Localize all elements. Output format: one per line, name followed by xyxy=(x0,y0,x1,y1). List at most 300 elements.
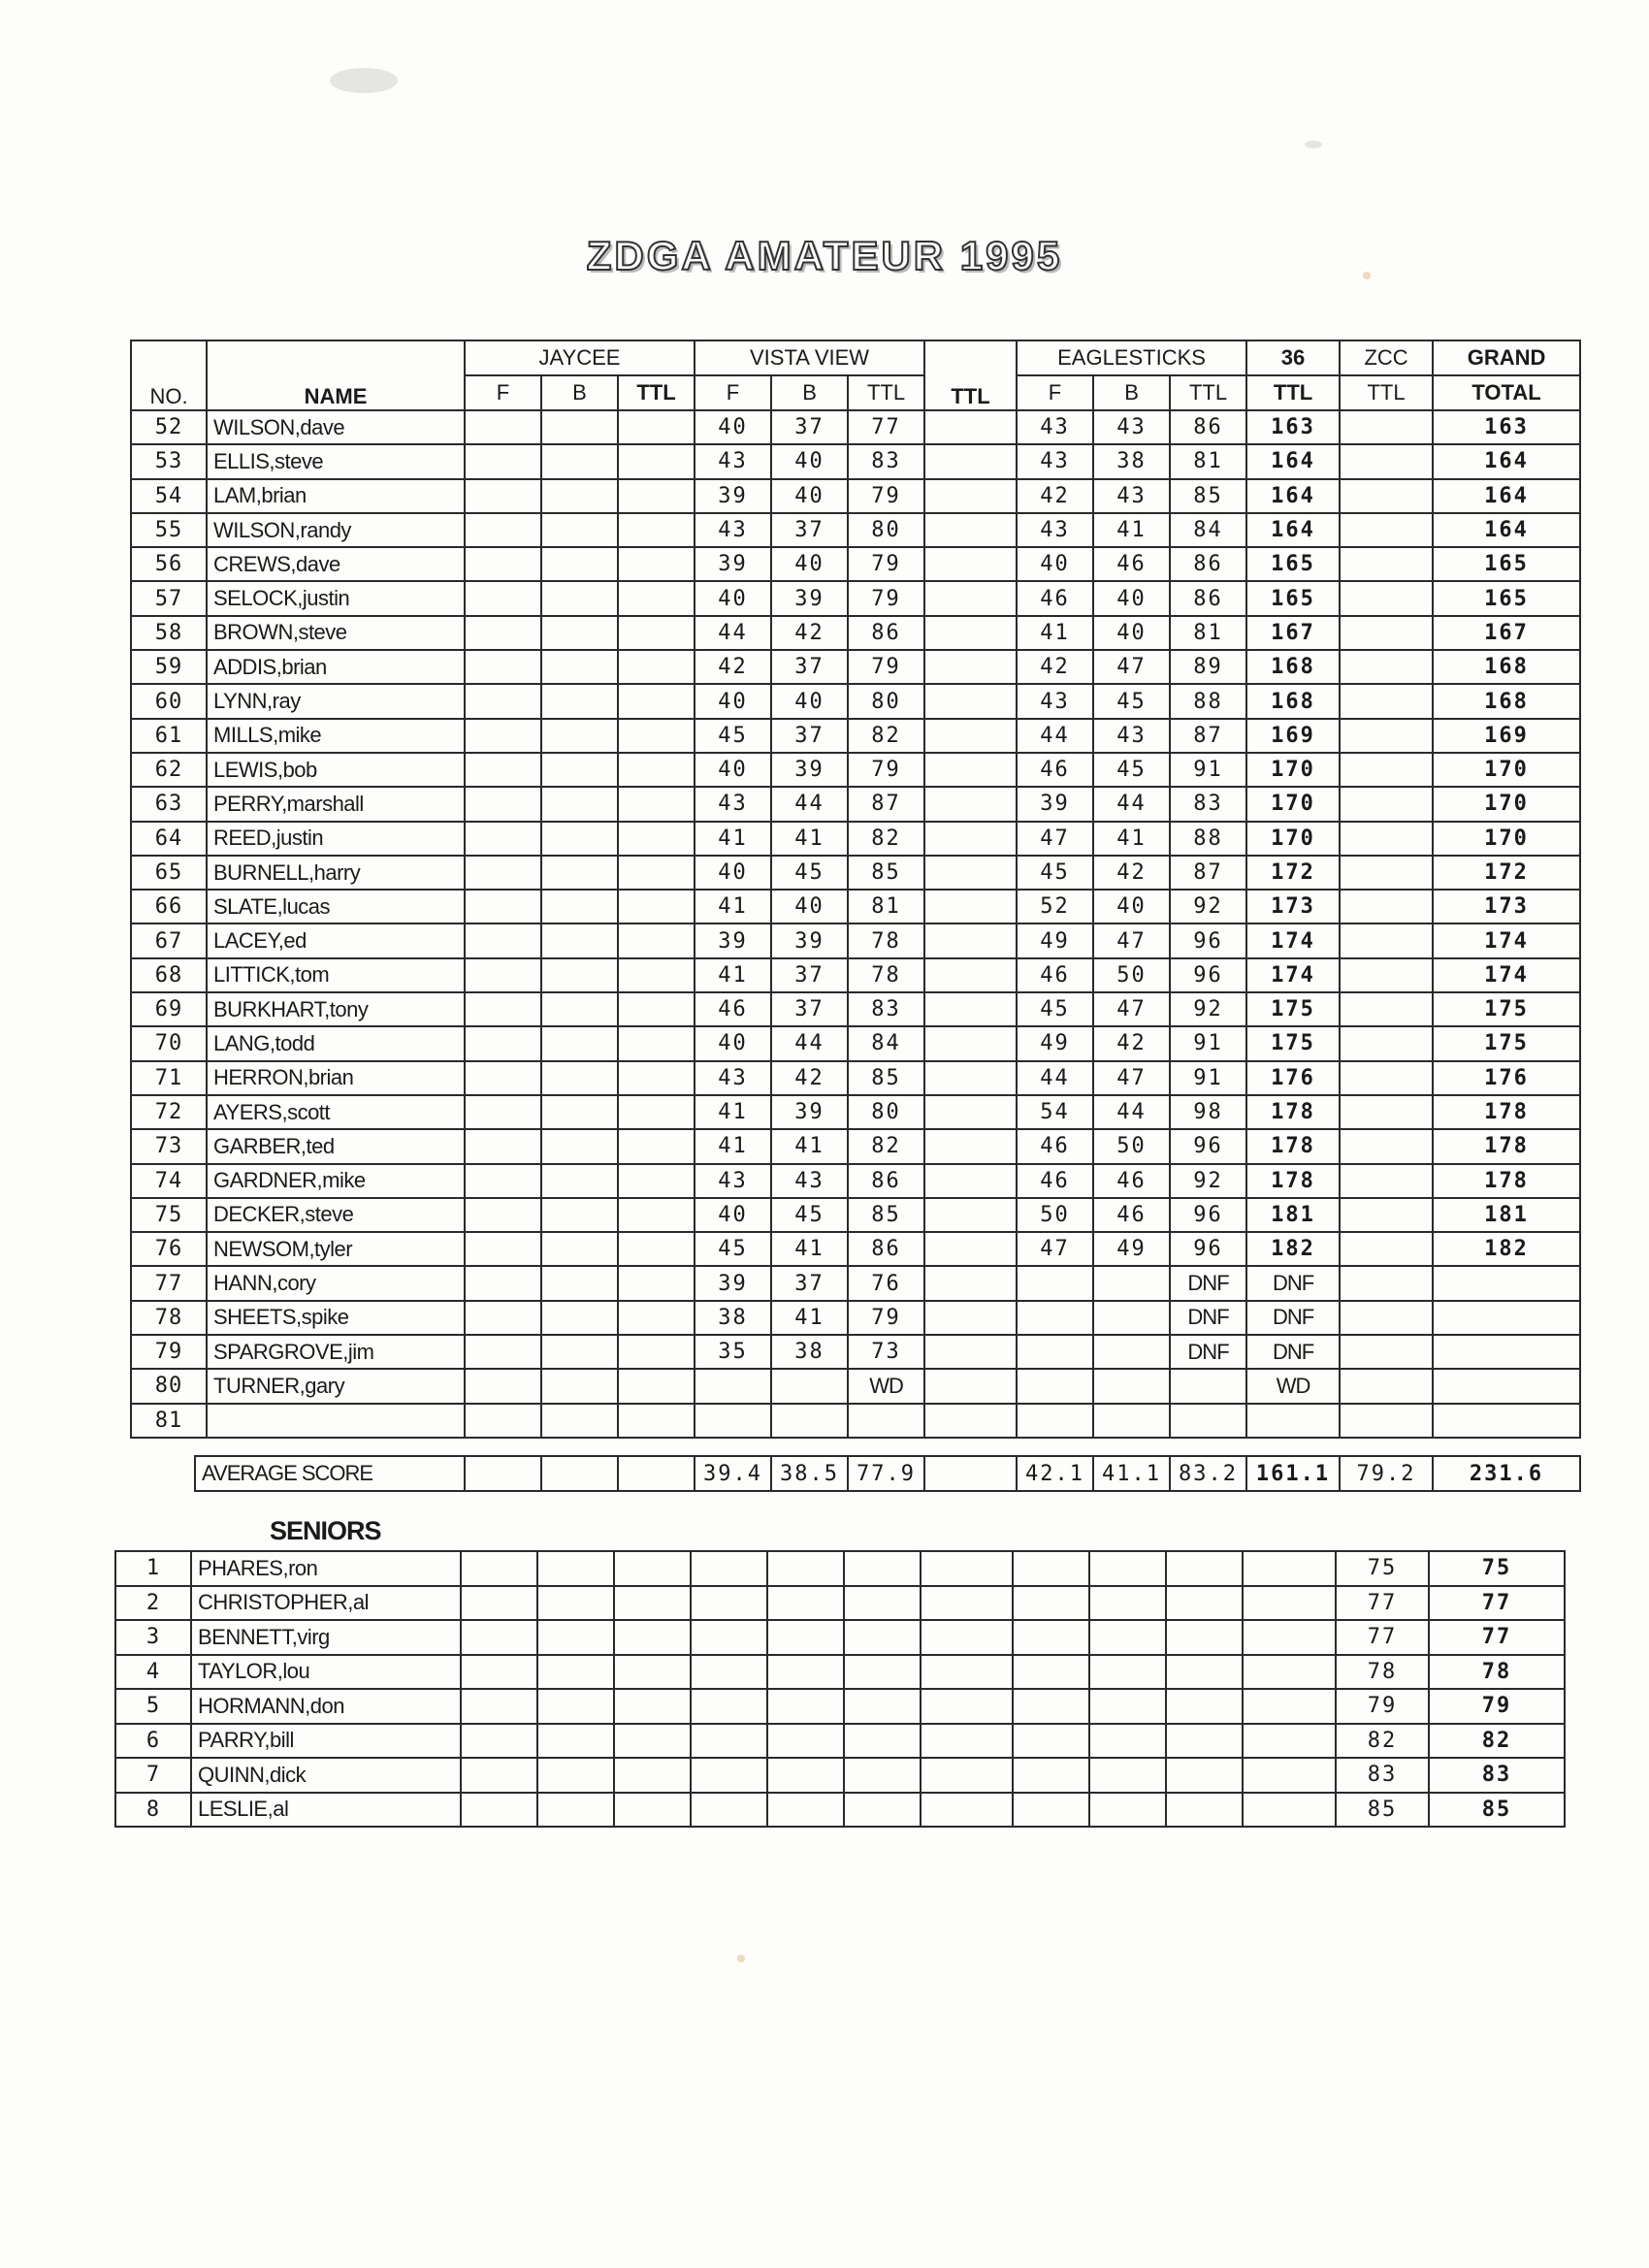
table-row xyxy=(131,479,1580,513)
jaycee-b-cell xyxy=(541,822,618,856)
zcc-ttl-cell xyxy=(1340,1164,1433,1198)
table-row xyxy=(131,547,1580,581)
table-cell xyxy=(537,1758,614,1793)
player-name: TURNER,gary xyxy=(207,1369,465,1403)
eagle-f-cell: 46 xyxy=(1017,581,1093,615)
jaycee-f-cell xyxy=(465,1232,541,1266)
vista-ttl-cell: 79 xyxy=(848,479,924,513)
vista-b-header: B xyxy=(771,375,848,410)
jaycee-f-cell xyxy=(465,1198,541,1232)
table-cell xyxy=(1243,1724,1336,1759)
eagle-b-cell: 46 xyxy=(1093,1164,1170,1198)
eagle-f-cell: 41 xyxy=(1017,616,1093,650)
jaycee-f-cell xyxy=(465,616,541,650)
player-name: SLATE,lucas xyxy=(207,890,465,923)
table-cell xyxy=(1089,1655,1166,1690)
jaycee-f-cell xyxy=(465,444,541,478)
eagle-ttl-cell: 96 xyxy=(1170,923,1246,957)
jaycee-b-cell xyxy=(541,1301,618,1335)
jaycee-b-cell xyxy=(541,719,618,753)
table-cell xyxy=(921,1724,1013,1759)
senior-number: 3 xyxy=(115,1620,191,1655)
jaycee-ttl-cell xyxy=(618,616,695,650)
vista-b-cell xyxy=(771,1404,848,1438)
table-cell xyxy=(921,1655,1013,1690)
front-ttl-cell xyxy=(924,923,1017,957)
front-ttl-cell xyxy=(924,1266,1017,1300)
eagle-f-cell: 52 xyxy=(1017,890,1093,923)
player-name: REED,justin xyxy=(207,822,465,856)
senior-grand-total: 78 xyxy=(1429,1655,1565,1690)
thirty-six-ttl-cell: 164 xyxy=(1246,513,1340,547)
eaglesticks-header: EAGLESTICKS xyxy=(1017,340,1246,375)
vista-b-cell: 41 xyxy=(771,822,848,856)
front-ttl-header: TTL xyxy=(924,340,1017,410)
thirty-six-ttl-cell: 164 xyxy=(1246,479,1340,513)
eagle-f-cell: 46 xyxy=(1017,1129,1093,1163)
grand-total-cell: 178 xyxy=(1433,1129,1580,1163)
table-cell xyxy=(618,1456,695,1491)
jaycee-ttl-cell xyxy=(618,1061,695,1095)
thirty-six-ttl-cell: 170 xyxy=(1246,822,1340,856)
eagle-b-cell: 42 xyxy=(1093,856,1170,890)
eagle-ttl-cell: 85 xyxy=(1170,479,1246,513)
jaycee-ttl-cell xyxy=(618,684,695,718)
table-cell xyxy=(614,1793,691,1828)
vista-f-cell: 39 xyxy=(695,1266,771,1300)
eagle-ttl-cell: 96 xyxy=(1170,1198,1246,1232)
senior-zcc-ttl: 85 xyxy=(1336,1793,1429,1828)
table-cell xyxy=(1166,1758,1243,1793)
vista-ttl-cell: 79 xyxy=(848,581,924,615)
thirty-six-ttl-cell: 167 xyxy=(1246,616,1340,650)
vista-b-cell xyxy=(771,1369,848,1403)
table-cell xyxy=(614,1620,691,1655)
thirty-six-ttl-cell xyxy=(1246,1404,1340,1438)
table-row xyxy=(131,581,1580,615)
player-number: 67 xyxy=(131,923,207,957)
vista-ttl-cell: 82 xyxy=(848,1129,924,1163)
eagle-b-cell xyxy=(1093,1369,1170,1403)
player-number: 58 xyxy=(131,616,207,650)
front-ttl-cell xyxy=(924,1026,1017,1060)
vista-b-cell: 40 xyxy=(771,684,848,718)
jaycee-ttl-cell xyxy=(618,513,695,547)
eagle-b-cell: 43 xyxy=(1093,719,1170,753)
jaycee-f-cell xyxy=(465,992,541,1026)
vista-b-cell: 37 xyxy=(771,410,848,444)
eagle-f-cell: 45 xyxy=(1017,992,1093,1026)
vista-ttl-cell: 80 xyxy=(848,513,924,547)
table-cell xyxy=(767,1758,844,1793)
senior-zcc-ttl: 83 xyxy=(1336,1758,1429,1793)
grand-total-cell: 181 xyxy=(1433,1198,1580,1232)
senior-number: 6 xyxy=(115,1724,191,1759)
vista-ttl-cell: 82 xyxy=(848,822,924,856)
eagle-ttl-cell: DNF xyxy=(1170,1301,1246,1335)
player-number: 77 xyxy=(131,1266,207,1300)
senior-grand-total: 77 xyxy=(1429,1620,1565,1655)
senior-number: 1 xyxy=(115,1551,191,1586)
player-name: AYERS,scott xyxy=(207,1095,465,1129)
eagle-b-cell: 46 xyxy=(1093,547,1170,581)
senior-row xyxy=(115,1620,1565,1655)
senior-zcc-ttl: 78 xyxy=(1336,1655,1429,1690)
vista-b-cell: 40 xyxy=(771,547,848,581)
average-eagle-ttl: 83.2 xyxy=(1170,1456,1246,1491)
senior-number: 7 xyxy=(115,1758,191,1793)
jaycee-ttl-cell xyxy=(618,719,695,753)
player-number: 75 xyxy=(131,1198,207,1232)
table-cell xyxy=(921,1689,1013,1724)
eagle-f-cell: 39 xyxy=(1017,787,1093,821)
jaycee-f-header: F xyxy=(465,375,541,410)
jaycee-f-cell xyxy=(465,1266,541,1300)
vista-view-header: VISTA VIEW xyxy=(695,340,924,375)
table-cell xyxy=(614,1586,691,1621)
grand-total-cell: 182 xyxy=(1433,1232,1580,1266)
front-ttl-cell xyxy=(924,1335,1017,1369)
zcc-ttl-cell xyxy=(1340,822,1433,856)
vista-b-cell: 37 xyxy=(771,719,848,753)
jaycee-f-cell xyxy=(465,1061,541,1095)
player-name: BROWN,steve xyxy=(207,616,465,650)
vista-f-cell: 41 xyxy=(695,822,771,856)
vista-f-cell: 39 xyxy=(695,923,771,957)
vista-f-cell: 45 xyxy=(695,719,771,753)
thirty-six-ttl-cell: DNF xyxy=(1246,1301,1340,1335)
table-row xyxy=(131,753,1580,787)
table-cell xyxy=(1166,1724,1243,1759)
eagle-b-cell: 41 xyxy=(1093,822,1170,856)
zcc-ttl-cell xyxy=(1340,1404,1433,1438)
table-row xyxy=(131,1061,1580,1095)
eagle-b-cell: 43 xyxy=(1093,410,1170,444)
vista-f-cell: 44 xyxy=(695,616,771,650)
seniors-table xyxy=(114,1550,1566,1828)
player-name: LITTICK,tom xyxy=(207,958,465,992)
zcc-ttl-cell xyxy=(1340,1095,1433,1129)
average-eagle-b: 41.1 xyxy=(1093,1456,1170,1491)
jaycee-ttl-cell xyxy=(618,890,695,923)
eagle-b-cell xyxy=(1093,1301,1170,1335)
jaycee-ttl-cell xyxy=(618,856,695,890)
table-cell xyxy=(1013,1724,1089,1759)
average-zcc: 79.2 xyxy=(1340,1456,1433,1491)
table-cell xyxy=(844,1620,921,1655)
grand-total-cell: 164 xyxy=(1433,444,1580,478)
grand-total-cell: 175 xyxy=(1433,992,1580,1026)
senior-number: 2 xyxy=(115,1586,191,1621)
vista-b-cell: 40 xyxy=(771,479,848,513)
table-row xyxy=(131,822,1580,856)
jaycee-b-cell xyxy=(541,753,618,787)
vista-ttl-cell: 79 xyxy=(848,650,924,684)
grand-total-cell xyxy=(1433,1369,1580,1403)
table-cell xyxy=(921,1551,1013,1586)
jaycee-b-cell xyxy=(541,1026,618,1060)
vista-f-cell: 35 xyxy=(695,1335,771,1369)
table-cell xyxy=(691,1793,767,1828)
jaycee-f-cell xyxy=(465,513,541,547)
jaycee-f-cell xyxy=(465,1095,541,1129)
vista-ttl-cell: 83 xyxy=(848,444,924,478)
table-cell xyxy=(844,1551,921,1586)
table-cell xyxy=(767,1586,844,1621)
front-ttl-cell xyxy=(924,1232,1017,1266)
player-number: 56 xyxy=(131,547,207,581)
front-ttl-cell xyxy=(924,992,1017,1026)
vista-f-cell: 38 xyxy=(695,1301,771,1335)
vista-ttl-cell: 79 xyxy=(848,753,924,787)
zcc-ttl-cell xyxy=(1340,753,1433,787)
senior-grand-total: 75 xyxy=(1429,1551,1565,1586)
eagle-b-cell: 40 xyxy=(1093,616,1170,650)
jaycee-f-cell xyxy=(465,1404,541,1438)
player-name: LAM,brian xyxy=(207,479,465,513)
eagle-f-cell: 49 xyxy=(1017,923,1093,957)
eagle-ttl-cell: 87 xyxy=(1170,719,1246,753)
table-cell xyxy=(537,1793,614,1828)
table-row xyxy=(131,1301,1580,1335)
thirty-six-ttl-cell: 168 xyxy=(1246,650,1340,684)
table-cell xyxy=(844,1758,921,1793)
player-name: WILSON,dave xyxy=(207,410,465,444)
seniors-heading: SENIORS xyxy=(270,1516,381,1545)
zcc-ttl-cell xyxy=(1340,1335,1433,1369)
scan-speck xyxy=(737,1955,745,1962)
vista-f-cell: 43 xyxy=(695,787,771,821)
thirty-six-ttl-cell: DNF xyxy=(1246,1335,1340,1369)
zcc-ttl-cell xyxy=(1340,479,1433,513)
thirty-six-ttl-cell: 178 xyxy=(1246,1164,1340,1198)
eagle-ttl-cell: 84 xyxy=(1170,513,1246,547)
eagle-f-cell: 47 xyxy=(1017,1232,1093,1266)
senior-name: PHARES,ron xyxy=(191,1551,461,1586)
vista-f-cell: 39 xyxy=(695,479,771,513)
vista-f-cell: 43 xyxy=(695,1164,771,1198)
front-ttl-cell xyxy=(924,650,1017,684)
eagle-f-header: F xyxy=(1017,375,1093,410)
jaycee-f-cell xyxy=(465,684,541,718)
table-cell xyxy=(767,1551,844,1586)
jaycee-f-cell xyxy=(465,1301,541,1335)
vista-f-cell: 40 xyxy=(695,856,771,890)
vista-ttl-cell: 83 xyxy=(848,992,924,1026)
eagle-f-cell: 40 xyxy=(1017,547,1093,581)
player-name: GARDNER,mike xyxy=(207,1164,465,1198)
eagle-ttl-cell: 92 xyxy=(1170,1164,1246,1198)
vista-ttl-cell: 82 xyxy=(848,719,924,753)
table-cell xyxy=(921,1620,1013,1655)
table-cell xyxy=(1089,1689,1166,1724)
table-cell xyxy=(1243,1689,1336,1724)
player-name: BURNELL,harry xyxy=(207,856,465,890)
thirty-six-ttl-cell: 170 xyxy=(1246,787,1340,821)
player-name: SHEETS,spike xyxy=(207,1301,465,1335)
table-cell xyxy=(1089,1724,1166,1759)
jaycee-f-cell xyxy=(465,856,541,890)
player-number: 57 xyxy=(131,581,207,615)
vista-b-cell: 42 xyxy=(771,616,848,650)
vista-ttl-cell xyxy=(848,1404,924,1438)
thirty-six-ttl-cell: 181 xyxy=(1246,1198,1340,1232)
eagle-f-cell xyxy=(1017,1369,1093,1403)
jaycee-ttl-cell xyxy=(618,410,695,444)
eagle-f-cell: 42 xyxy=(1017,650,1093,684)
table-row xyxy=(131,1232,1580,1266)
table-cell xyxy=(541,1456,618,1491)
jaycee-ttl-cell xyxy=(618,581,695,615)
eagle-b-cell: 38 xyxy=(1093,444,1170,478)
jaycee-b-cell xyxy=(541,1061,618,1095)
thirty-six-ttl-cell: 163 xyxy=(1246,410,1340,444)
course-header-row xyxy=(131,340,1580,375)
eagle-b-cell: 50 xyxy=(1093,1129,1170,1163)
grand-total-cell: 175 xyxy=(1433,1026,1580,1060)
vista-ttl-cell: 86 xyxy=(848,1164,924,1198)
eagle-b-cell: 44 xyxy=(1093,787,1170,821)
table-row xyxy=(131,992,1580,1026)
vista-b-cell: 39 xyxy=(771,581,848,615)
eagle-ttl-cell: 96 xyxy=(1170,1232,1246,1266)
table-cell xyxy=(921,1758,1013,1793)
vista-f-cell: 40 xyxy=(695,1198,771,1232)
jaycee-ttl-cell xyxy=(618,650,695,684)
vista-b-cell: 42 xyxy=(771,1061,848,1095)
average-row xyxy=(195,1456,1580,1491)
zcc-ttl-cell xyxy=(1340,684,1433,718)
jaycee-ttl-cell xyxy=(618,992,695,1026)
player-number: 64 xyxy=(131,822,207,856)
vista-ttl-cell: 76 xyxy=(848,1266,924,1300)
senior-number: 4 xyxy=(115,1655,191,1690)
eagle-f-cell xyxy=(1017,1404,1093,1438)
grand-total-cell: 170 xyxy=(1433,822,1580,856)
results-table xyxy=(130,340,1581,1439)
no-header: NO. xyxy=(131,340,207,410)
table-cell xyxy=(691,1758,767,1793)
vista-b-cell: 40 xyxy=(771,890,848,923)
vista-f-cell xyxy=(695,1369,771,1403)
jaycee-f-cell xyxy=(465,958,541,992)
vista-b-cell: 41 xyxy=(771,1232,848,1266)
table-cell xyxy=(1166,1689,1243,1724)
table-cell xyxy=(1089,1586,1166,1621)
vista-ttl-cell: 86 xyxy=(848,616,924,650)
table-cell xyxy=(614,1551,691,1586)
eagle-f-cell xyxy=(1017,1335,1093,1369)
table-cell xyxy=(844,1724,921,1759)
jaycee-b-cell xyxy=(541,958,618,992)
grand-total-cell: 168 xyxy=(1433,650,1580,684)
table-cell xyxy=(1013,1551,1089,1586)
thirty-six-ttl-cell: 165 xyxy=(1246,581,1340,615)
jaycee-b-cell xyxy=(541,1369,618,1403)
vista-f-cell: 46 xyxy=(695,992,771,1026)
table-row xyxy=(131,513,1580,547)
eagle-b-cell xyxy=(1093,1404,1170,1438)
table-cell xyxy=(537,1655,614,1690)
front-ttl-cell xyxy=(924,410,1017,444)
eagle-f-cell: 46 xyxy=(1017,958,1093,992)
vista-b-cell: 41 xyxy=(771,1301,848,1335)
grand-total-cell: 164 xyxy=(1433,513,1580,547)
average-eagle-f: 42.1 xyxy=(1017,1456,1093,1491)
front-ttl-cell xyxy=(924,958,1017,992)
table-cell xyxy=(767,1689,844,1724)
grand-total-cell: 168 xyxy=(1433,684,1580,718)
vista-f-cell: 43 xyxy=(695,444,771,478)
vista-f-cell: 45 xyxy=(695,1232,771,1266)
jaycee-b-header: B xyxy=(541,375,618,410)
zcc-ttl-cell xyxy=(1340,923,1433,957)
table-cell xyxy=(691,1551,767,1586)
jaycee-ttl-cell xyxy=(618,958,695,992)
grand-total-cell: 169 xyxy=(1433,719,1580,753)
player-name: MILLS,mike xyxy=(207,719,465,753)
vista-b-cell: 44 xyxy=(771,1026,848,1060)
player-name: HANN,cory xyxy=(207,1266,465,1300)
table-row xyxy=(131,1335,1580,1369)
zcc-ttl-cell xyxy=(1340,958,1433,992)
jaycee-f-cell xyxy=(465,479,541,513)
grand-total-cell: 178 xyxy=(1433,1095,1580,1129)
table-row xyxy=(131,1026,1580,1060)
player-number: 68 xyxy=(131,958,207,992)
jaycee-b-cell xyxy=(541,992,618,1026)
jaycee-ttl-cell xyxy=(618,822,695,856)
jaycee-b-cell xyxy=(541,1129,618,1163)
senior-name: PARRY,bill xyxy=(191,1724,461,1759)
zcc-ttl-cell xyxy=(1340,410,1433,444)
zcc-ttl-cell xyxy=(1340,1232,1433,1266)
jaycee-b-cell xyxy=(541,444,618,478)
eagle-b-cell xyxy=(1093,1266,1170,1300)
vista-ttl-cell: 78 xyxy=(848,958,924,992)
senior-zcc-ttl: 82 xyxy=(1336,1724,1429,1759)
senior-name: BENNETT,virg xyxy=(191,1620,461,1655)
eagle-ttl-cell: 92 xyxy=(1170,890,1246,923)
jaycee-b-cell xyxy=(541,1164,618,1198)
table-cell xyxy=(614,1655,691,1690)
vista-b-cell: 39 xyxy=(771,923,848,957)
player-name: GARBER,ted xyxy=(207,1129,465,1163)
table-row xyxy=(131,1095,1580,1129)
table-cell xyxy=(1013,1620,1089,1655)
senior-grand-total: 77 xyxy=(1429,1586,1565,1621)
eagle-f-cell: 54 xyxy=(1017,1095,1093,1129)
eagle-f-cell: 49 xyxy=(1017,1026,1093,1060)
vista-b-cell: 40 xyxy=(771,444,848,478)
jaycee-ttl-cell xyxy=(618,1095,695,1129)
player-number: 73 xyxy=(131,1129,207,1163)
player-name: LACEY,ed xyxy=(207,923,465,957)
jaycee-b-cell xyxy=(541,650,618,684)
grand-total-cell: 164 xyxy=(1433,479,1580,513)
jaycee-ttl-cell xyxy=(618,1301,695,1335)
table-cell xyxy=(691,1689,767,1724)
jaycee-b-cell xyxy=(541,1095,618,1129)
vista-f-cell: 40 xyxy=(695,753,771,787)
eagle-ttl-cell: DNF xyxy=(1170,1335,1246,1369)
table-cell xyxy=(691,1586,767,1621)
player-name: LANG,todd xyxy=(207,1026,465,1060)
table-cell xyxy=(1013,1689,1089,1724)
eagle-ttl-cell: 88 xyxy=(1170,822,1246,856)
average-vista-f: 39.4 xyxy=(695,1456,771,1491)
senior-name: TAYLOR,lou xyxy=(191,1655,461,1690)
